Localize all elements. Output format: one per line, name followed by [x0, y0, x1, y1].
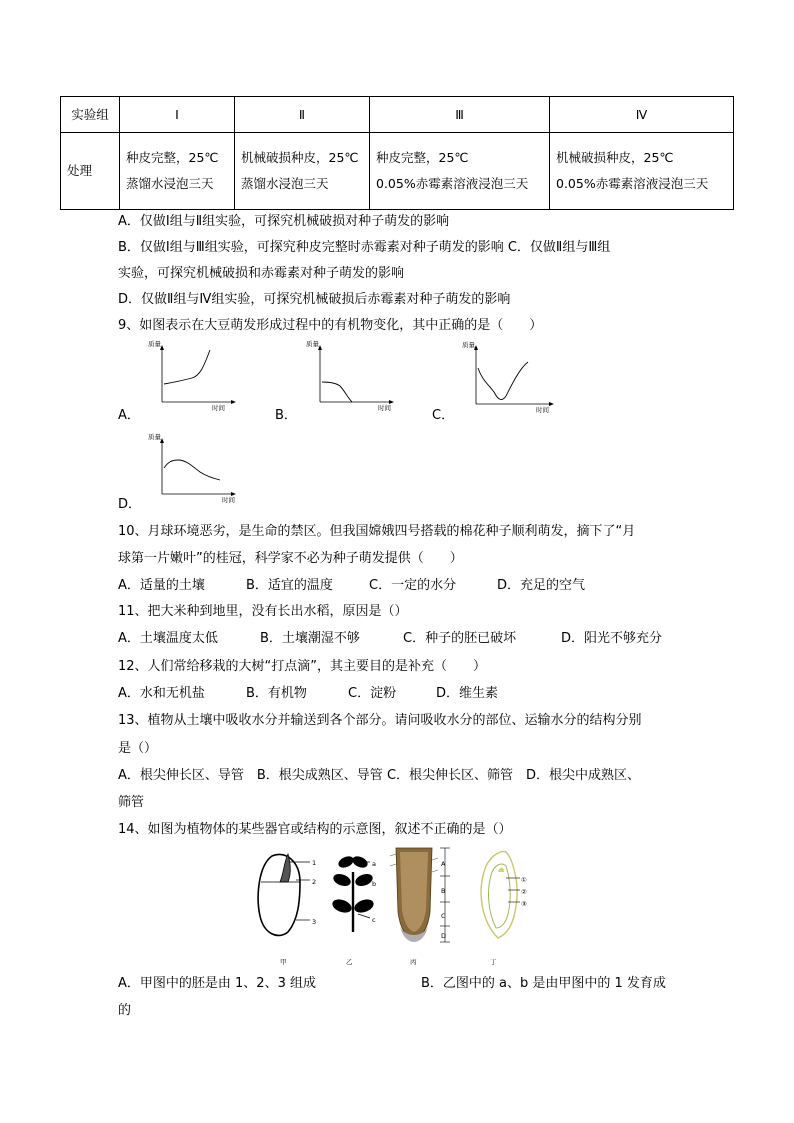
- seedling-label-c: c: [372, 916, 376, 924]
- q10-option-d: D．充足的空气: [497, 578, 586, 593]
- figure-label-bing: 丙: [410, 958, 417, 966]
- q8-option-d: D．仅做Ⅱ组与Ⅳ组实验，可探究机械破损后赤霉素对种子萌发的影响: [118, 292, 511, 307]
- seedling-label-b: b: [372, 880, 377, 888]
- root-label-d: D: [441, 932, 447, 940]
- q13-options: A．根尖伸长区、导管 B．根尖成熟区、导管 C．根尖伸长区、筛管 D．根尖中成熟区、: [118, 768, 641, 783]
- q9-label-c: C．: [432, 408, 455, 423]
- q12-option-c: C．淀粉: [348, 686, 397, 701]
- cell-line: 0.05%赤霉素溶液浸泡三天: [376, 176, 529, 191]
- q12-option-b: B．有机物: [246, 686, 307, 701]
- graph-x-label: 时间: [212, 404, 225, 412]
- graph-a: [148, 340, 238, 412]
- q10-stem-line1: 10、月球环境恶劣，是生命的禁区。但我国嫦娥四号搭载的棉花种子顺利萌发，摘下了“月: [118, 524, 636, 539]
- q14-option-a: A．甲图中的胚是由 1、2、3 组成: [118, 976, 316, 991]
- seed-diagram: [258, 854, 316, 935]
- q9-label-d: D．: [118, 497, 142, 512]
- table-cell: [370, 133, 550, 210]
- table-header-cell: Ⅰ: [120, 97, 235, 133]
- cell-line: 机械破损种皮，25℃: [556, 150, 674, 165]
- figure-label-yi: 乙: [346, 958, 353, 966]
- cell-line: 0.05%赤霉素溶液浸泡三天: [556, 176, 709, 191]
- q14-stem: 14、如图为植物体的某些器官或结构的示意图，叙述不正确的是（）: [118, 822, 512, 837]
- q13-stem-line2: 是（）: [118, 741, 158, 756]
- cell-line: 种皮完整，25℃: [126, 150, 219, 165]
- q8-option-a: A．仅做Ⅰ组与Ⅱ组实验，可探究机械破损对种子萌发的影响: [118, 214, 450, 229]
- q11-stem: 11、把大米种到地里，没有长出水稻，原因是（）: [118, 604, 408, 619]
- table-header-cell: Ⅳ: [550, 97, 734, 133]
- graph-x-label: 时间: [378, 404, 391, 412]
- q10-option-b: B．适宜的温度: [246, 578, 333, 593]
- q12-option-a: A．水和无机盐: [118, 686, 205, 701]
- root-label-a: A: [441, 860, 446, 868]
- q10-stem-line2: 球第一片嫩叶”的桂冠，科学家不必为种子萌发提供（ ）: [118, 551, 463, 566]
- experiment-table: [60, 96, 734, 210]
- graph-x-label: 时间: [222, 496, 235, 504]
- seedling-label-a: a: [372, 860, 376, 868]
- bud-label-3: ③: [521, 900, 527, 908]
- q9-stem: 9、如图表示在大豆萌发形成过程中的有机物变化，其中正确的是（ ）: [118, 318, 543, 333]
- q10-option-c: C．一定的水分: [369, 578, 457, 593]
- table-header-cell: Ⅲ: [370, 97, 550, 133]
- graph-d: [148, 432, 238, 504]
- q14-figure: [250, 842, 550, 970]
- q9-label-a: A．: [118, 408, 140, 423]
- cell-line: 机械破损种皮，25℃: [241, 150, 359, 165]
- q14-option-b-cont: 的: [118, 1003, 132, 1018]
- figure-label-ding: 丁: [490, 958, 497, 966]
- figure-label-jia: 甲: [280, 958, 287, 966]
- root-label-c: C: [441, 912, 446, 920]
- bud-label-2: ②: [521, 888, 527, 896]
- q14-option-b: B．乙图中的 a、b 是由甲图中的 1 发育成: [421, 976, 666, 991]
- graph-y-label: 质量: [148, 340, 161, 348]
- cell-line: 种皮完整，25℃: [376, 150, 469, 165]
- graph-y-label: 质量: [148, 433, 161, 441]
- q8-option-b: B．仅做Ⅰ组与Ⅲ组实验，可探究种皮完整时赤霉素对种子萌发的影响 C．仅做Ⅱ组与Ⅲ组: [118, 240, 611, 255]
- q11-option-b: B．土壤潮湿不够: [260, 631, 360, 646]
- q11-option-c: C．种子的胚已破坏: [403, 631, 517, 646]
- table-header-cell: Ⅱ: [235, 97, 370, 133]
- root-tip-diagram: [390, 848, 450, 942]
- seed-label-2: 2: [312, 878, 317, 886]
- table-cell: [550, 133, 734, 210]
- q11-option-d: D．阳光不够充分: [561, 631, 663, 646]
- seedling-diagram: [331, 854, 377, 932]
- q8-option-c: 实验，可探究机械破损和赤霉素对种子萌发的影响: [118, 266, 405, 281]
- seed-label-1: 1: [312, 859, 317, 867]
- q10-option-a: A．适量的土壤: [118, 578, 205, 593]
- q11-option-a: A．土壤温度太低: [118, 631, 218, 646]
- bud-label-1: ①: [521, 876, 527, 884]
- q13-options-cont: 筛管: [118, 795, 145, 810]
- q13-stem-line1: 13、植物从土壤中吸收水分并输送到各个部分。请问吸收水分的部位、运输水分的结构分别: [118, 713, 642, 728]
- graph-y-label: 质量: [462, 341, 475, 349]
- bud-diagram: [481, 852, 527, 938]
- table-cell: [120, 133, 235, 210]
- cell-line: 蒸馏水浸泡三天: [126, 176, 214, 191]
- table-row-label: 处理: [61, 133, 120, 210]
- graph-y-label: 质量: [306, 340, 319, 348]
- table-header-cell: 实验组: [61, 97, 120, 133]
- graph-b: [306, 340, 396, 412]
- table-cell: [235, 133, 370, 210]
- graph-c: [462, 340, 558, 412]
- cell-line: 蒸馏水浸泡三天: [241, 176, 329, 191]
- root-label-b: B: [441, 887, 446, 895]
- seed-label-3: 3: [312, 918, 317, 926]
- q12-stem: 12、人们常给移栽的大树“打点滴”，其主要目的是补充（ ）: [118, 659, 487, 674]
- graph-x-label: 时间: [536, 406, 549, 414]
- q12-option-d: D．维生素: [436, 686, 499, 701]
- q9-label-b: B．: [275, 408, 297, 423]
